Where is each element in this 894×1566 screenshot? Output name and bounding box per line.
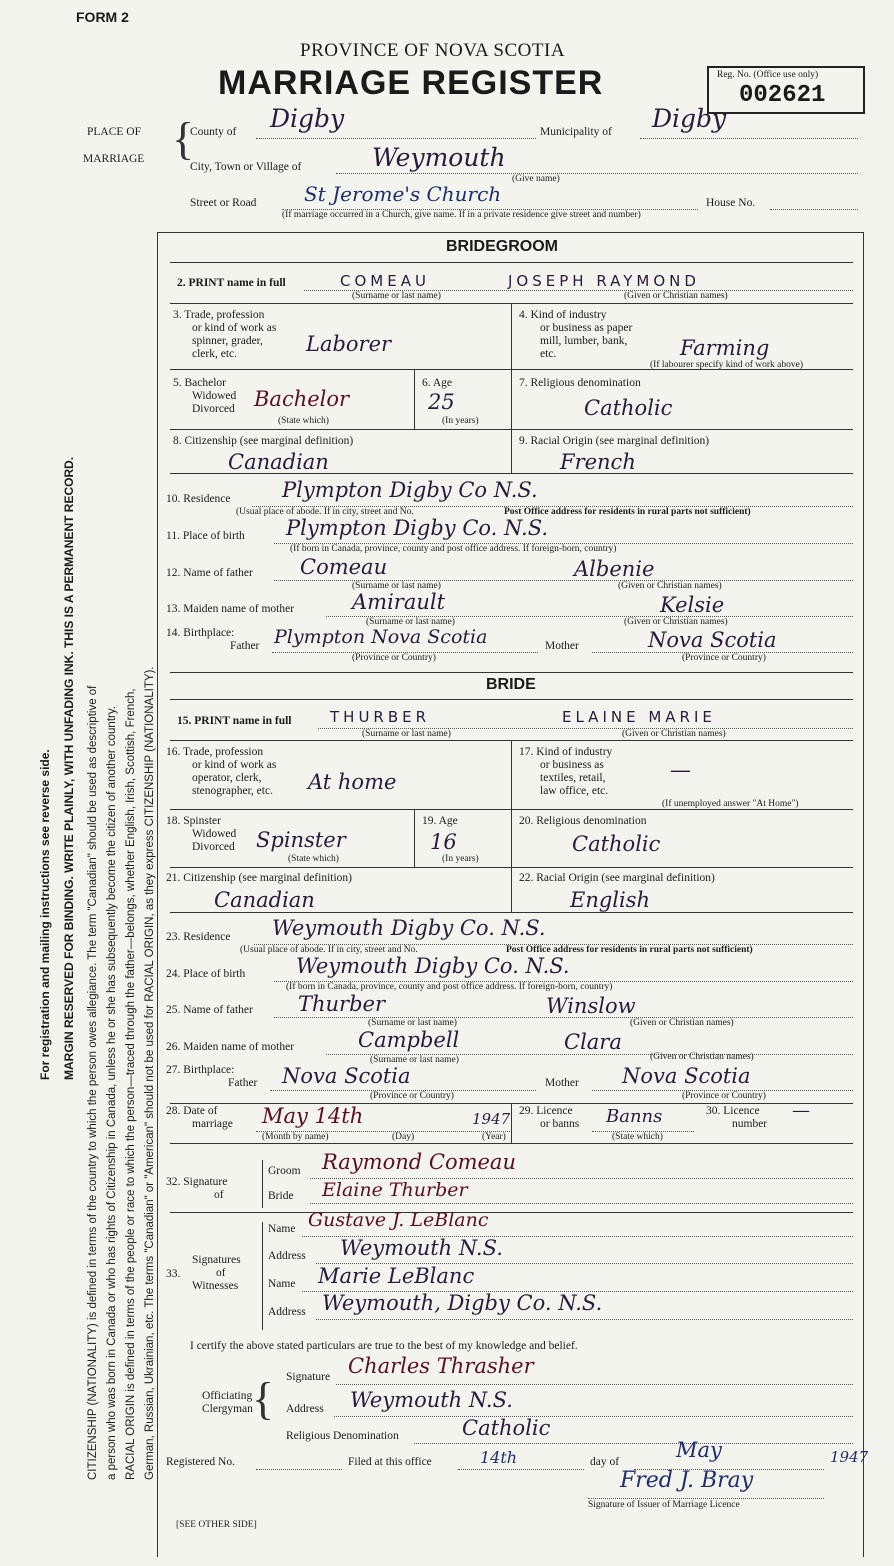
bride-age-label: 19. Age: [422, 815, 458, 827]
bride-industry-value: —: [670, 758, 691, 782]
filed-label: Filed at this office: [348, 1456, 432, 1468]
groom-mother-surname-caption: (Surname or last name): [366, 617, 455, 627]
bride-racial-label: 22. Racial Origin (see marginal definition): [519, 872, 715, 884]
marriage-year-caption: (Year): [482, 1132, 506, 1142]
house-label: House No.: [706, 197, 756, 209]
reg-label: Reg. No. (Office use only): [717, 70, 819, 80]
margin-line-4: German, Russian, Ukrainian, etc. The terms "Canadian" or "American" should not be used for RACIAL ORIGIN, as they express CITIZENSHIP (NATIONALITY).: [144, 666, 156, 1480]
bride-header: BRIDE: [486, 676, 536, 693]
witness1-name: Gustave J. LeBlanc: [308, 1209, 489, 1231]
groom-print-label: 2. PRINT name in full: [177, 277, 286, 289]
place-label-1: PLACE OF: [87, 126, 141, 138]
groom-racial-value: French: [560, 450, 636, 474]
groom-trade-label-d: clerk, etc.: [192, 348, 238, 360]
groom-residence-caption-2: Post Office address for residents in rural parts not sufficient): [504, 507, 751, 517]
groom-trade-label-b: or kind of work as: [192, 322, 277, 334]
groom-industry-label-d: etc.: [540, 348, 557, 360]
reg-number-box: [707, 66, 865, 114]
bride-father-bp-label: Father: [228, 1077, 258, 1089]
date-label-b: marriage: [192, 1118, 233, 1130]
groom-father-surname-caption: (Surname or last name): [352, 581, 441, 591]
bride-citizenship-label: 21. Citizenship (see marginal definition): [166, 872, 352, 884]
bride-father-surname-caption: (Surname or last name): [368, 1018, 457, 1028]
bride-given: ELAINE MARIE: [562, 708, 716, 726]
reg-number: 002621: [739, 82, 826, 109]
groom-mother-surname: Amirault: [352, 590, 446, 614]
form-label: FORM 2: [76, 9, 129, 25]
street-value: St Jerome's Church: [304, 182, 502, 206]
street-label: Street or Road: [190, 197, 257, 209]
groom-industry-label-c: mill, lumber, bank,: [540, 335, 628, 347]
clergyman-label: Clergyman: [202, 1403, 253, 1415]
bride-residence-caption-2: Post Office address for residents in rural parts not sufficient): [506, 945, 753, 955]
licence-label-b: or banns: [540, 1118, 580, 1130]
w2-address-label: Address: [268, 1306, 306, 1318]
municipality-value: Digby: [652, 104, 727, 133]
groom-mother-label: 13. Maiden name of mother: [166, 603, 295, 615]
groom-trade-label-a: 3. Trade, profession: [173, 309, 265, 321]
w1-address-label: Address: [268, 1250, 306, 1262]
denomination-label: Religious Denomination: [286, 1430, 399, 1442]
place-label-2: MARRIAGE: [83, 153, 145, 165]
groom-mother-bp-caption: (Province or Country): [682, 653, 766, 663]
groom-birthplace-parents-label: 14. Birthplace:: [166, 627, 235, 639]
municipality-label: Municipality of: [540, 126, 612, 138]
witnesses-label-b: of: [216, 1267, 226, 1279]
groom-mother-given-caption: (Given or Christian names): [624, 617, 728, 627]
bride-birthplace-label: 24. Place of birth: [166, 968, 246, 980]
date-label-a: 28. Date of: [166, 1105, 218, 1117]
marriage-year: 1947: [472, 1110, 511, 1128]
bride-status-value: Spinster: [256, 828, 346, 852]
street-note: (If marriage occurred in a Church, give name. If in a private residence give street and number): [282, 210, 641, 220]
registered-no-label: Registered No.: [166, 1456, 235, 1468]
bridegroom-header: BRIDEGROOM: [446, 238, 558, 255]
witness2-address: Weymouth, Digby Co. N.S.: [322, 1291, 603, 1315]
day-of-label: day of: [590, 1456, 620, 1468]
bride-residence-caption: (Usual place of abode. If in city, street and No.: [240, 945, 418, 955]
bride-status-caption: (State which): [288, 854, 339, 864]
w2-name-label: Name: [268, 1278, 296, 1290]
witness2-name: Marie LeBlanc: [318, 1264, 475, 1288]
form-frame-left: [157, 232, 158, 1557]
margin-bold-2: For registration and mailing instructions see reverse side.: [38, 749, 52, 1080]
groom-father-surname: Comeau: [300, 555, 388, 579]
bride-trade-value: At home: [308, 770, 397, 794]
bride-age-caption: (In years): [442, 854, 479, 864]
groom-industry-label-a: 4. Kind of industry: [519, 309, 607, 321]
bride-mother-label: 26. Maiden name of mother: [166, 1041, 295, 1053]
clergy-sig-label: Signature: [286, 1371, 331, 1383]
bride-father-bp-value: Nova Scotia: [282, 1064, 411, 1088]
groom-birthplace-caption: (If born in Canada, province, county and post office address. If foreign-born, country): [290, 544, 617, 554]
bride-surname-caption: (Surname or last name): [362, 729, 451, 739]
licence-caption: (State which): [612, 1132, 663, 1142]
city-value: Weymouth: [372, 143, 506, 172]
groom-status-label-b: Widowed: [192, 390, 237, 402]
bride-residence-value: Weymouth Digby Co. N.S.: [272, 916, 546, 940]
groom-given-caption: (Given or Christian names): [624, 291, 728, 301]
groom-sig-label: Groom: [268, 1165, 301, 1177]
bride-trade-label-a: 16. Trade, profession: [166, 746, 264, 758]
clergy-signature: Charles Thrasher: [348, 1354, 534, 1378]
bride-given-caption: (Given or Christian names): [622, 729, 726, 739]
marriage-month-day: May 14th: [262, 1104, 364, 1128]
groom-father-bp-label: Father: [230, 640, 260, 652]
bride-mother-surname: Campbell: [358, 1028, 460, 1052]
bride-industry-caption: (If unemployed answer "At Home"): [662, 799, 799, 809]
groom-trade-value: Laborer: [306, 332, 392, 356]
bride-trade-label-c: operator, clerk,: [192, 772, 262, 784]
province-heading: PROVINCE OF NOVA SCOTIA: [300, 40, 566, 61]
groom-father-bp-value: Plympton Nova Scotia: [274, 626, 488, 648]
licence-no-label-a: 30. Licence: [706, 1105, 760, 1117]
bride-industry-label-c: textiles, retail,: [540, 772, 606, 784]
groom-signature: Raymond Comeau: [322, 1150, 516, 1174]
bride-print-label: 15. PRINT name in full: [177, 715, 292, 727]
margin-line-2: a person who was born in Canada or who has rights of Citizenship in Canada, unless he or she has subsequently become the citizen of another country.: [106, 706, 118, 1480]
w1-name-label: Name: [268, 1223, 296, 1235]
bride-mother-given-caption: (Given or Christian names): [650, 1052, 754, 1062]
groom-racial-label: 9. Racial Origin (see marginal definition): [519, 435, 710, 447]
bride-racial-value: English: [570, 888, 651, 912]
groom-father-given: Albenie: [574, 557, 655, 581]
brace: {: [172, 113, 195, 164]
licence-no-label-b: number: [732, 1118, 768, 1130]
groom-birthplace-value: Plympton Digby Co. N.S.: [286, 516, 549, 540]
county-value: Digby: [270, 104, 345, 133]
groom-mother-given: Kelsie: [660, 593, 725, 617]
groom-trade-label-c: spinner, grader,: [192, 335, 263, 347]
groom-father-label: 12. Name of father: [166, 567, 253, 579]
witnesses-label-a: Signatures: [192, 1254, 241, 1266]
bride-signature: Elaine Thurber: [322, 1179, 468, 1201]
filed-year: 1947: [830, 1448, 869, 1466]
groom-religion-label: 7. Religious denomination: [519, 377, 641, 389]
bride-trade-label-b: or kind of work as: [192, 759, 277, 771]
bride-status-label-a: 18. Spinster: [166, 815, 221, 827]
groom-status-caption: (State which): [278, 416, 329, 426]
groom-given: JOSEPH RAYMOND: [508, 272, 700, 290]
bride-mother-given: Clara: [564, 1030, 622, 1054]
bride-birthplace-value: Weymouth Digby Co. N.S.: [296, 954, 570, 978]
bride-father-given: Winslow: [546, 994, 636, 1018]
issuer-signature: Fred J. Bray: [620, 1468, 754, 1493]
clergy-denomination: Catholic: [462, 1416, 551, 1440]
groom-industry-label-b: or business as paper: [540, 322, 633, 334]
signature-label: 32. Signature: [166, 1176, 228, 1188]
groom-citizenship-label: 8. Citizenship (see marginal definition): [173, 435, 354, 447]
licence-value: Banns: [606, 1106, 663, 1127]
bride-industry-label-a: 17. Kind of industry: [519, 746, 613, 758]
groom-residence-caption: (Usual place of abode. If in city, street and No.: [236, 507, 414, 517]
groom-status-value: Bachelor: [254, 387, 350, 411]
bride-father-label: 25. Name of father: [166, 1004, 253, 1016]
groom-age-value: 25: [428, 390, 455, 414]
groom-mother-bp-value: Nova Scotia: [648, 628, 777, 652]
bride-age-value: 16: [430, 830, 457, 854]
bride-mother-bp-value: Nova Scotia: [622, 1064, 751, 1088]
bride-birthplace-parents-label: 27. Birthplace:: [166, 1064, 235, 1076]
bride-birthplace-caption: (If born in Canada, province, county and post office address. If foreign-born, country): [286, 982, 613, 992]
groom-age-caption: (In years): [442, 416, 479, 426]
bride-citizenship-value: Canadian: [214, 888, 315, 912]
clergy-address-label: Address: [286, 1403, 324, 1415]
bride-status-label-c: Divorced: [192, 841, 235, 853]
groom-status-label-a: 5. Bachelor: [173, 377, 227, 389]
margin-bold-1: MARGIN RESERVED FOR BINDING. WRITE PLAINLY, WITH UNFADING INK. THIS IS A PERMANENT RECORD.: [62, 456, 76, 1080]
groom-status-label-c: Divorced: [192, 403, 235, 415]
bride-mother-bp-caption: (Province or Country): [682, 1091, 766, 1101]
licence-label-a: 29. Licence: [519, 1105, 573, 1117]
bride-religion-value: Catholic: [572, 832, 661, 856]
bride-status-label-b: Widowed: [192, 828, 237, 840]
bride-industry-label-d: law office, etc.: [540, 785, 609, 797]
groom-residence-label: 10. Residence: [166, 493, 231, 505]
margin-line-1: CITIZENSHIP (NATIONALITY) is defined in terms of the country to which the person owes allegiance. The term "Canadian" should be used as descriptive of: [87, 685, 99, 1480]
officiating-label: Officiating: [202, 1390, 253, 1402]
signature-of-label: of: [214, 1189, 224, 1201]
margin-line-3: RACIAL ORIGIN is defined in terms of the people or race to which the person—traced through the father—belongs, whether English, Irish, Scottish, French,: [125, 688, 137, 1480]
groom-industry-caption: (If labourer specify kind of work above): [650, 360, 803, 370]
groom-surname-caption: (Surname or last name): [352, 291, 441, 301]
bride-father-given-caption: (Given or Christian names): [630, 1018, 734, 1028]
filed-day: 14th: [480, 1448, 518, 1467]
bride-mother-bp-label: Mother: [545, 1077, 579, 1089]
page-title: MARRIAGE REGISTER: [218, 64, 604, 102]
witnesses-label-c: Witnesses: [192, 1280, 239, 1292]
witness1-address: Weymouth N.S.: [340, 1236, 503, 1260]
groom-age-label: 6. Age: [422, 377, 453, 389]
groom-surname: COMEAU: [340, 272, 430, 290]
bride-father-surname: Thurber: [298, 992, 386, 1016]
form-frame-top: [157, 232, 863, 233]
bride-trade-label-d: stenographer, etc.: [192, 785, 273, 797]
marriage-month-caption: (Month by name): [262, 1132, 329, 1142]
groom-father-given-caption: (Given or Christian names): [618, 581, 722, 591]
city-label: City, Town or Village of: [190, 161, 302, 173]
bride-father-bp-caption: (Province or Country): [370, 1091, 454, 1101]
bride-residence-label: 23. Residence: [166, 931, 231, 943]
marriage-day-caption: (Day): [392, 1132, 415, 1142]
clergy-address: Weymouth N.S.: [350, 1388, 513, 1412]
certify-statement: I certify the above stated particulars are true to the best of my knowledge and belief.: [190, 1340, 578, 1352]
groom-religion-value: Catholic: [584, 396, 673, 420]
bride-surname: THURBER: [330, 708, 431, 726]
groom-citizenship-value: Canadian: [228, 450, 329, 474]
groom-mother-bp-label: Mother: [545, 640, 579, 652]
clergy-brace: {: [252, 1373, 275, 1424]
groom-industry-value: Farming: [680, 336, 770, 360]
groom-residence-value: Plympton Digby Co N.S.: [282, 478, 538, 502]
bride-religion-label: 20. Religious denomination: [519, 815, 647, 827]
licence-number-value: —: [792, 1100, 810, 1121]
issuer-caption: Signature of Issuer of Marriage Licence: [588, 1500, 740, 1510]
bride-mother-surname-caption: (Surname or last name): [370, 1055, 459, 1065]
bride-industry-label-b: or business as: [540, 759, 604, 771]
see-other-side: [SEE OTHER SIDE]: [176, 1520, 257, 1530]
give-name-caption: (Give name): [512, 174, 560, 184]
witnesses-number: 33.: [166, 1268, 181, 1280]
groom-birthplace-label: 11. Place of birth: [166, 530, 245, 542]
groom-father-bp-caption: (Province or Country): [352, 653, 436, 663]
filed-month: May: [676, 1438, 722, 1462]
bride-sig-label: Bride: [268, 1190, 294, 1202]
county-label: County of: [190, 126, 237, 138]
